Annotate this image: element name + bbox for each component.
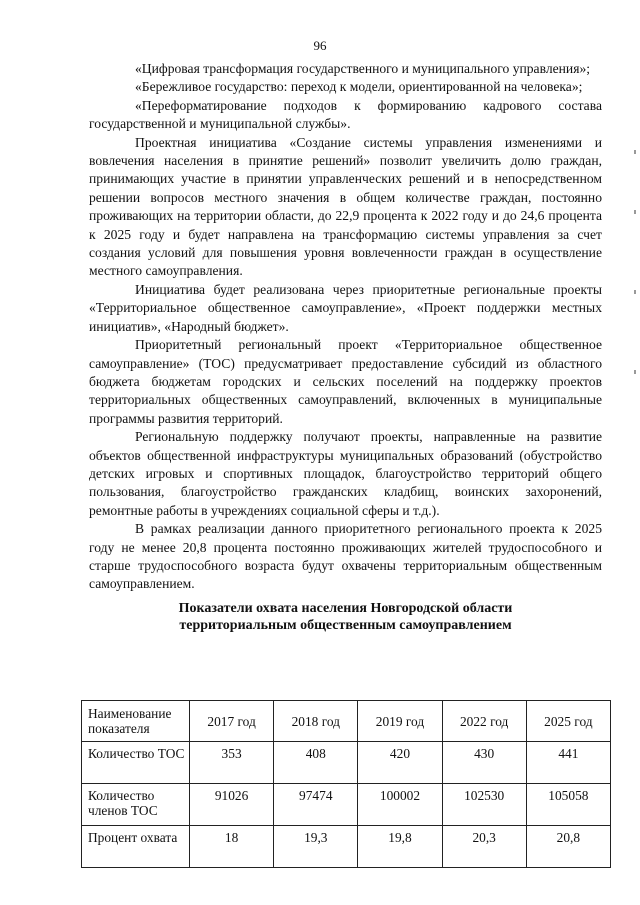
table-cell: 420 — [358, 742, 442, 784]
table-row — [82, 826, 611, 868]
table-cell: 20,8 — [526, 826, 610, 868]
indicators-table — [81, 700, 611, 868]
table-row — [82, 784, 611, 826]
paragraph: «Переформатирование подходов к формированию кадрового состава государственной и муниципальной службы». — [89, 97, 602, 132]
table-title-line: Показатели охвата населения Новгородской области — [178, 600, 513, 616]
table-cell: 105058 — [526, 784, 610, 826]
paragraph: «Бережливое государство: переход к модели, ориентированной на человека»; — [135, 79, 583, 95]
paragraph: Региональную поддержку получают проекты, направленные на развитие объектов общественной инфраструктуры муниципальных образований (обустройство детских игровых и спортивных площадок, благоустройство территорий общего пользования, благоустройство гражданских кладбищ, воинских захоронений, ремонтные работы в учреждениях социальной сферы и т.д.). — [89, 429, 602, 518]
table-header-row — [82, 701, 611, 742]
paragraph: «Цифровая трансформация государственного и муниципального управления»; — [135, 61, 591, 76]
row-label-cell: Количество ТОС — [82, 742, 190, 784]
header-cell: 2022 год — [442, 701, 526, 742]
table-cell: 20,3 — [442, 826, 526, 868]
table-cell: 353 — [190, 742, 274, 784]
paragraph: Приоритетный региональный проект «Территориальное общественное самоуправление» (ТОС) предусматривает предоставление субсидий из областного бюджета бюджетам городских и сельских поселений на поддержку проектов территориальных общественных самоуправлений, включенных в муниципальные программы развития территорий. — [89, 337, 602, 426]
table-cell: 430 — [442, 742, 526, 784]
header-cell: 2018 год — [274, 701, 358, 742]
table-cell: 97474 — [274, 784, 358, 826]
paragraph: В рамках реализации данного приоритетного регионального проекта к 2025 году не менее 20,8 процента постоянно проживающих жителей трудоспособного и старше трудоспособного возраста будут охвачены территориальным общественным самоуправлением. — [89, 521, 602, 592]
scan-margin-marks — [632, 150, 638, 450]
row-label-cell: Количество членов ТОС — [82, 784, 190, 826]
header-cell: Наименование показателя — [82, 701, 190, 742]
paragraph: Инициатива будет реализована через приоритетные региональные проекты «Территориальное общественное самоуправление», «Проект поддержки местных инициатив», «Народный бюджет». — [89, 281, 602, 334]
table-row — [82, 742, 611, 784]
paragraph: Проектная инициатива «Создание системы управления изменениями и вовлечения населения в принятие решений» позволит увеличить долю граждан, принимающих участие в принятии управленческих решений и в непосредственном решении вопросов местного значения в общем количестве граждан, постоянно проживающих на территории области, до 22,9 процента к 2022 году и до 24,6 процента к 2025 году и будет направлена на трансформацию системы управления за счет создания условий для повышения уровня вовлеченности граждан в осуществление местного самоуправления. — [89, 134, 602, 279]
table-cell: 408 — [274, 742, 358, 784]
header-cell: 2025 год — [526, 701, 610, 742]
row-label-cell: Процент охвата — [82, 826, 190, 868]
table-cell: 100002 — [358, 784, 442, 826]
table-cell: 91026 — [190, 784, 274, 826]
table-cell: 441 — [526, 742, 610, 784]
document-body — [89, 60, 602, 634]
table-cell: 18 — [190, 826, 274, 868]
table-cell: 102530 — [442, 784, 526, 826]
table-cell: 19,8 — [358, 826, 442, 868]
header-cell: 2019 год — [358, 701, 442, 742]
page-number: 96 — [313, 38, 327, 53]
header-cell: 2017 год — [190, 701, 274, 742]
table-title-line: территориальным общественным самоуправлением — [179, 617, 512, 633]
table-title — [89, 600, 602, 634]
table-cell: 19,3 — [274, 826, 358, 868]
